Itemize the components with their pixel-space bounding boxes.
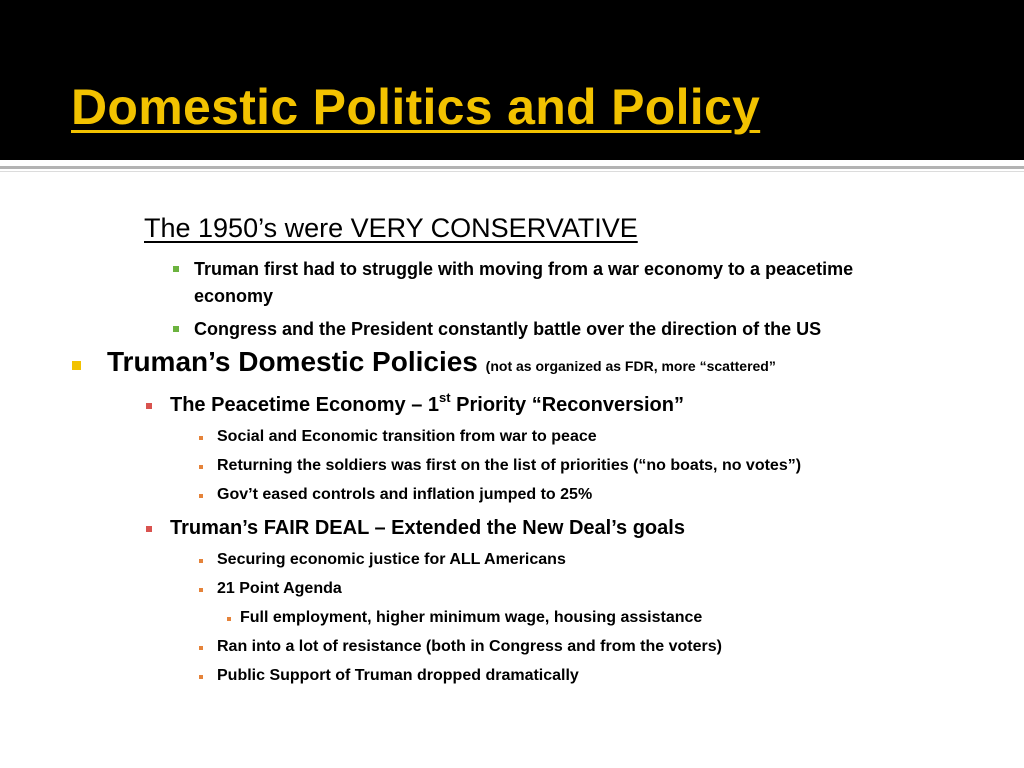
orange-square-bullet-icon bbox=[199, 588, 203, 592]
green-square-bullet-icon bbox=[173, 326, 179, 332]
orange-square-bullet-icon bbox=[199, 675, 203, 679]
orange-square-bullet-icon bbox=[199, 436, 203, 440]
section-2-subitem-1: Full employment, higher minimum wage, housing assistance bbox=[240, 609, 703, 626]
section-2-item-1: Securing economic justice for ALL Americans bbox=[217, 551, 566, 568]
section-2-item-2: 21 Point Agenda bbox=[217, 580, 342, 597]
main-heading: Truman’s Domestic Policies bbox=[107, 346, 478, 377]
orange-square-bullet-icon bbox=[199, 559, 203, 563]
main-heading-note: (not as organized as FDR, more “scattered” bbox=[485, 358, 776, 374]
orange-square-bullet-icon bbox=[199, 494, 203, 498]
section-1-title-pre: The Peacetime Economy – 1 bbox=[170, 394, 440, 416]
section-1-item-3: Gov’t eased controls and inflation jumped to 25% bbox=[217, 486, 593, 503]
main-heading-line bbox=[107, 346, 776, 378]
intro-heading: The 1950’s were VERY CONSERVATIVE bbox=[144, 213, 638, 243]
slide-title: Domestic Politics and Policy bbox=[71, 79, 761, 135]
yellow-square-bullet-icon bbox=[72, 361, 81, 370]
section-2-item-4: Public Support of Truman dropped dramatically bbox=[217, 667, 579, 684]
section-1-item-1: Social and Economic transition from war to peace bbox=[217, 428, 597, 445]
section-2-item-3: Ran into a lot of resistance (both in Congress and from the voters) bbox=[217, 638, 722, 655]
section-2-title: Truman’s FAIR DEAL – Extended the New Deal’s goals bbox=[170, 517, 685, 539]
section-1-title-post: Priority “Reconversion” bbox=[450, 394, 684, 416]
intro-bullet-2: Congress and the President constantly battle over the direction of the US bbox=[194, 319, 822, 339]
section-1-item-2: Returning the soldiers was first on the list of priorities (“no boats, no votes”) bbox=[217, 457, 802, 474]
section-1-title-sup: st bbox=[439, 390, 451, 405]
green-square-bullet-icon bbox=[173, 266, 179, 272]
orange-square-bullet-icon bbox=[199, 646, 203, 650]
red-square-bullet-icon bbox=[146, 403, 152, 409]
section-1-title bbox=[170, 390, 684, 417]
orange-square-bullet-icon bbox=[199, 465, 203, 469]
orange-square-bullet-icon bbox=[227, 617, 231, 621]
intro-bullet-1: Truman first had to struggle with moving from a war economy to a peacetime bbox=[194, 259, 854, 279]
intro-bullet-1-cont: economy bbox=[194, 286, 274, 306]
red-square-bullet-icon bbox=[146, 526, 152, 532]
